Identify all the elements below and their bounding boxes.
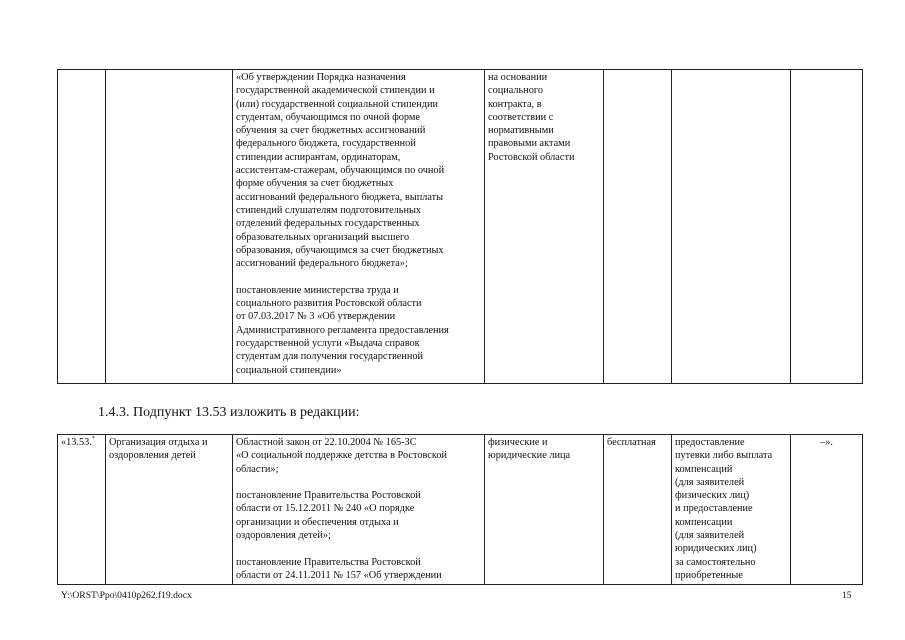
text-line: контракта, в (488, 98, 542, 110)
services-table-continued (57, 69, 863, 384)
legal-acts-text (236, 436, 481, 582)
text-line: «Об утверждении Порядка назначения (236, 72, 406, 83)
text-line: социальной стипендии» (236, 364, 342, 376)
text-line: организации и обеспечения отдыха и (236, 516, 399, 528)
payment-text: бесплатная (607, 437, 656, 448)
cell-number (58, 70, 106, 384)
text-line: Организация отдыха и (109, 437, 208, 448)
text-line: Ростовской области (488, 151, 575, 163)
text-line: оздоровления детей»; (236, 530, 331, 542)
text-line: юридические лица (488, 450, 571, 462)
text-line: стипендии аспирантам, ординаторам, (236, 151, 401, 163)
text-line: ассистентам-стажерам, обучающимся по очной (236, 165, 445, 177)
text-line: государственной академической стипендии и (236, 85, 435, 97)
text-line: «О социальной поддержке детства в Ростовской (236, 450, 447, 462)
cell-payment (604, 435, 672, 585)
text-line: от 07.03.2017 № 3 «Об утверждении (236, 311, 396, 323)
cell-result (672, 435, 791, 585)
text-line: (для заявителей (675, 476, 745, 488)
text-line: оздоровления детей (109, 450, 196, 462)
text-line: области»; (236, 463, 279, 475)
text-line: постановление Правительства Ростовской (236, 490, 421, 502)
text-line: юридических лиц) (675, 543, 757, 555)
text-line: и предоставление (675, 503, 753, 515)
recipients-text (488, 71, 600, 164)
cell-legal-acts (233, 435, 485, 585)
item-number: «13.53. (61, 437, 92, 448)
text-line: (или) государственной социальной стипендии (236, 98, 438, 110)
text-line (236, 542, 481, 555)
cell-legal-acts (233, 70, 485, 384)
footnote-mark: * (91, 436, 95, 442)
cell-number (58, 435, 106, 585)
page-number: 15 (842, 590, 852, 601)
text-line: социального (488, 85, 544, 97)
cell-result (672, 70, 791, 384)
text-line: Административного регламента предоставления (236, 324, 449, 336)
text-line: студентам для получения государственной (236, 351, 424, 363)
table-row (58, 70, 863, 384)
text-line: области от 15.12.2011 № 240 «О порядке (236, 503, 415, 515)
text-line (236, 476, 481, 489)
recipients-text (488, 436, 600, 463)
text-line: отделений федеральных государственных (236, 218, 420, 230)
text-line: соответствии с (488, 111, 554, 123)
text-line: социального развития Ростовской области (236, 298, 422, 310)
text-line: стипендий слушателям подготовительных (236, 204, 422, 216)
text-line: на основании (488, 72, 548, 83)
cell-payment (604, 70, 672, 384)
text-line: за самостоятельно (675, 556, 756, 568)
text-line: студентам, обучающимся по очной форме (236, 111, 420, 123)
text-line: физических лиц) (675, 490, 750, 502)
cell-recipients (485, 435, 604, 585)
text-line: предоставление (675, 437, 745, 448)
text-line: образования, обучающимся за счет бюджетных (236, 244, 444, 256)
text-line (236, 270, 481, 283)
text-line: постановление министерства труда и (236, 284, 399, 296)
cell-service-name (106, 435, 233, 585)
closing-mark: –». (820, 437, 833, 448)
text-line: федерального бюджета, государственной (236, 138, 416, 150)
text-line: компенсаций (675, 463, 733, 475)
cell-service-name (106, 70, 233, 384)
text-line: приобретенные (675, 569, 743, 581)
result-text (675, 436, 787, 582)
cell-last (791, 70, 863, 384)
legal-acts-text (236, 71, 481, 377)
text-line: правовыми актами (488, 138, 571, 150)
text-line: ассигнований федерального бюджета, выплаты (236, 191, 444, 203)
text-line: форме обучения за счет бюджетных (236, 178, 394, 190)
text-line: физические и (488, 437, 548, 448)
text-line: постановление Правительства Ростовской (236, 556, 421, 568)
table-row (58, 435, 863, 585)
text-line: компенсации (675, 516, 733, 528)
text-line: нормативными (488, 125, 554, 137)
service-name-text (109, 436, 229, 463)
text-line: путевки либо выплата (675, 450, 773, 462)
text-line: государственной услуги «Выдача справок (236, 337, 420, 349)
section-heading: 1.4.3. Подпункт 13.53 изложить в редакции: (98, 405, 360, 420)
cell-recipients (485, 70, 604, 384)
text-line: ассигнований федерального бюджета»; (236, 258, 408, 270)
services-table (57, 434, 863, 585)
text-line: образовательных организаций высшего (236, 231, 410, 243)
text-line: (для заявителей (675, 530, 745, 542)
text-line: Областной закон от 22.10.2004 № 165-ЗС (236, 437, 417, 448)
cell-last (791, 435, 863, 585)
text-line: обучения за счет бюджетных ассигнований (236, 125, 426, 137)
text-line: области от 24.11.2011 № 157 «Об утверждении (236, 569, 442, 581)
footer-file-path: Y:\ORST\Ppo\0410p262.f19.docx (61, 590, 192, 601)
